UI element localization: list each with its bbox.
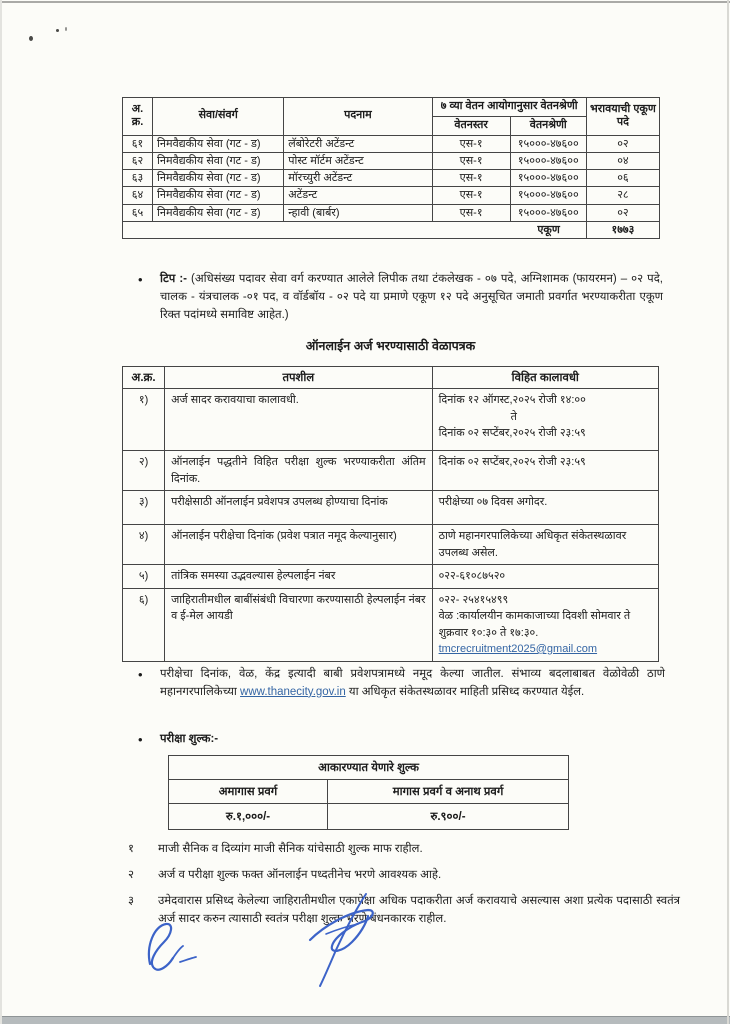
cell-sr: २)	[123, 451, 165, 491]
col-header-backward-category: मागास प्रवर्ग व अनाथ प्रवर्ग	[328, 780, 569, 804]
cell-scale: १५०००-४७६००	[510, 204, 586, 221]
schedule-row	[123, 588, 659, 661]
signature-ink-right	[296, 888, 396, 992]
fee-open-value: रु.१,०००/-	[169, 804, 328, 830]
website-link[interactable]: www.thanecity.gov.in	[240, 685, 346, 698]
scan-edge-left	[0, 0, 2, 1024]
scan-edge-top	[0, 1, 730, 3]
cell-level: एस-१	[432, 135, 510, 152]
cell-posts: ०२	[586, 204, 659, 221]
cell-sr: ३)	[123, 491, 165, 525]
tip-note-text: टिप :- (अधिसंख्य पदावर सेवा वर्ग करण्यात आलेले लिपीक तथा टंकलेखक - ०७ पदे, अग्निशामक (फायरमन) – ०२ पदे, चालक - यंत्रचालक -०१ पद, व वॉर्डबॉय - ०२ पदे या प्रमाणे एकूण १२ पदे अनुसूचित जमाती प्रवर्गात भरण्याकरीता एकूण रिक्त पदांमध्ये समाविष्ट आहेत.)	[160, 273, 664, 321]
bullet-icon: •	[138, 272, 143, 287]
col-header-designation: पदनाम	[284, 98, 432, 136]
note-text: उमेदवारास प्रसिध्द केलेल्या जाहिरातीमधील एकापेक्षा अधिक पदाकरीता अर्ज करावयाचे असल्यास अशा प्रत्येक पदासाठी स्वतंत्र अर्ज सादर करुन त्यासाठी स्वतंत्र परीक्षा शुल्क भरणे बंधनकारक राहील.	[158, 895, 680, 926]
total-value: १७७३	[586, 221, 659, 238]
scan-edge-bottom	[0, 1016, 730, 1024]
col-header-pay-level: वेतनस्तर	[432, 116, 510, 135]
cell-sr: ५)	[123, 565, 165, 589]
period-line: ते	[510, 410, 517, 423]
col-header-sr: अ.क्र.	[123, 367, 165, 389]
cell-sr: ६३	[123, 170, 153, 187]
cell-designation: न्हावी (बार्बर)	[284, 204, 432, 221]
helpline-number: ०२२- २५४१५४९९	[438, 593, 509, 606]
cell-posts: ०६	[586, 170, 659, 187]
note-text: माजी सैनिक व दिव्यांग माजी सैनिक यांचेसाठी शुल्क माफ राहील.	[158, 843, 423, 855]
cell-detail: ऑनलाईन पद्धतीने विहित परीक्षा शुल्क भरण्याकरीता अंतिम दिनांक.	[165, 451, 432, 491]
cell-period: ०२२-६१०८७५२०	[432, 565, 658, 589]
cell-sr: ४)	[123, 525, 165, 565]
cell-sr: ६)	[123, 588, 165, 661]
note-number: ३	[128, 895, 134, 907]
cell-detail: अर्ज सादर करावयाचा कालावधी.	[165, 389, 432, 451]
total-label: एकूण	[123, 221, 587, 238]
cell-detail: ऑनलाईन परीक्षेचा दिनांक (प्रवेश पत्रात नमूद केल्यानुसार)	[165, 525, 432, 565]
cell-detail: जाहिरातीमधील बाबींसंबंधी विचारणा करण्यासाठी हेल्पलाईन नंबर व ई-मेल आयडी	[165, 588, 432, 661]
schedule-row	[123, 491, 659, 525]
cell-scale: १५०००-४७६००	[510, 135, 586, 152]
note-item	[128, 840, 676, 858]
table-row	[123, 152, 660, 169]
office-hours: वेळ :कार्यालयीन कामकाजाच्या दिवशी सोमवार ते शुक्रवार १०:३० ते १७:३०.	[438, 610, 631, 639]
ink-speck	[29, 36, 33, 41]
cell-level: एस-१	[432, 204, 510, 221]
col-header-total-posts: भरावयाची एकूण पदे	[586, 98, 659, 136]
cell-designation: अटेंडन्ट	[284, 187, 432, 204]
cell-detail: तांत्रिक समस्या उद्भवल्यास हेल्पलाईन नंबर	[165, 565, 432, 589]
cell-period: ठाणे महानगरपालिकेच्या अधिकृत संकेतस्थळावर उपलब्ध असेल.	[432, 525, 658, 565]
cell-level: एस-१	[432, 152, 510, 169]
cell-sr: ६४	[123, 187, 153, 204]
col-header-open-category: अमागास प्रवर्ग	[169, 780, 328, 804]
table-row	[123, 204, 660, 221]
cell-designation: पोस्ट मॉर्टम अटेंडन्ट	[284, 152, 432, 169]
fee-table	[168, 755, 569, 830]
col-header-period: विहित कालावधी	[432, 367, 658, 389]
cell-scale: १५०००-४७६००	[510, 170, 586, 187]
cell-posts: ०४	[586, 152, 659, 169]
col-header-pay-scale: वेतनश्रेणी	[510, 116, 586, 135]
fee-heading-block	[138, 731, 438, 749]
bullet-icon: •	[138, 667, 143, 682]
schedule-row	[123, 525, 659, 565]
cell-sr: ६२	[123, 152, 153, 169]
schedule-row	[123, 565, 659, 589]
fee-backward-value: रु.९००/-	[328, 804, 569, 830]
col-header-service: सेवा/संवर्ग	[153, 98, 284, 136]
cell-sr: ६१	[123, 135, 153, 152]
signature-ink-left	[136, 918, 222, 986]
tip-label: टिप :-	[160, 273, 187, 285]
note-text: अर्ज व परीक्षा शुल्क फक्त ऑनलाईन पध्दतीनेच भरणे आवश्यक आहे.	[158, 869, 442, 881]
cell-designation: मॉरच्युरी अटेंडन्ट	[284, 170, 432, 187]
cell-service: निमवैद्यकीय सेवा (गट - ड)	[153, 152, 284, 169]
cell-level: एस-१	[432, 187, 510, 204]
cell-designation: लॅबोरेटरी अटेंडन्ट	[284, 135, 432, 152]
ink-speck	[65, 27, 67, 31]
exam-note	[138, 666, 665, 702]
cell-sr: ६५	[123, 204, 153, 221]
col-header-detail: तपशील	[165, 367, 432, 389]
period-line: दिनांक १२ ऑगस्ट,२०२५ रोजी १४:००	[438, 394, 586, 406]
cell-service: निमवैद्यकीय सेवा (गट - ड)	[153, 187, 284, 204]
tip-note	[138, 271, 663, 324]
note-item	[128, 866, 676, 884]
fee-heading: परीक्षा शुल्क:-	[160, 733, 219, 745]
col-header-pay-commission: ७ व्या वेतन आयोगानुसार वेतनश्रेणी	[432, 98, 586, 117]
cell-level: एस-१	[432, 170, 510, 187]
posts-table	[122, 97, 660, 239]
table-row	[123, 170, 660, 187]
schedule-row	[123, 389, 659, 451]
cell-detail: परीक्षेसाठी ऑनलाईन प्रवेशपत्र उपलब्ध होण्याचा दिनांक	[165, 491, 432, 525]
fee-row	[169, 804, 569, 830]
ink-speck	[56, 29, 59, 32]
cell-period	[432, 389, 658, 451]
cell-sr: १)	[123, 389, 165, 451]
scan-edge-right	[727, 0, 729, 1024]
fee-table-title: आकारण्यात येणारे शुल्क	[169, 756, 569, 780]
schedule-table	[122, 366, 659, 662]
email-link[interactable]: tmcrecruitment2025@gmail.com	[438, 643, 598, 655]
schedule-row	[123, 451, 659, 491]
cell-period: दिनांक ०२ सप्टेंबर,२०२५ रोजी २३:५९	[432, 451, 658, 491]
cell-scale: १५०००-४७६००	[510, 152, 586, 169]
schedule-title: ऑनलाईन अर्ज भरण्यासाठी वेळापत्रक	[305, 339, 476, 353]
table-row	[123, 135, 660, 152]
table-row	[123, 187, 660, 204]
cell-service: निमवैद्यकीय सेवा (गट - ड)	[153, 135, 284, 152]
cell-service: निमवैद्यकीय सेवा (गट - ड)	[153, 204, 284, 221]
total-row	[123, 221, 660, 238]
note-number: १	[128, 843, 134, 855]
col-header-sr: अ. क्र.	[123, 98, 153, 136]
cell-scale: १५०००-४७६००	[510, 187, 586, 204]
cell-period	[432, 588, 658, 661]
period-line: दिनांक ०२ सप्टेंबर,२०२५ रोजी २३:५९	[438, 427, 586, 439]
cell-posts: २८	[586, 187, 659, 204]
cell-posts: ०२	[586, 135, 659, 152]
cell-service: निमवैद्यकीय सेवा (गट - ड)	[153, 170, 284, 187]
cell-period: परीक्षेच्या ०७ दिवस अगोदर.	[432, 491, 658, 525]
note-number: २	[128, 869, 134, 881]
exam-note-text: परीक्षेचा दिनांक, वेळ, केंद्र इत्यादी बाबी प्रवेशपत्रामध्ये नमूद केल्या जातील. संभाव्य बदलाबाबत वेळोवेळी ठाणे महानगरपालिकेच्या www.thanecity.gov.in या अधिकृत संकेतस्थळावर माहिती प्रसिध्द करण्यात येईल.	[160, 668, 665, 698]
bullet-icon: •	[138, 732, 143, 747]
